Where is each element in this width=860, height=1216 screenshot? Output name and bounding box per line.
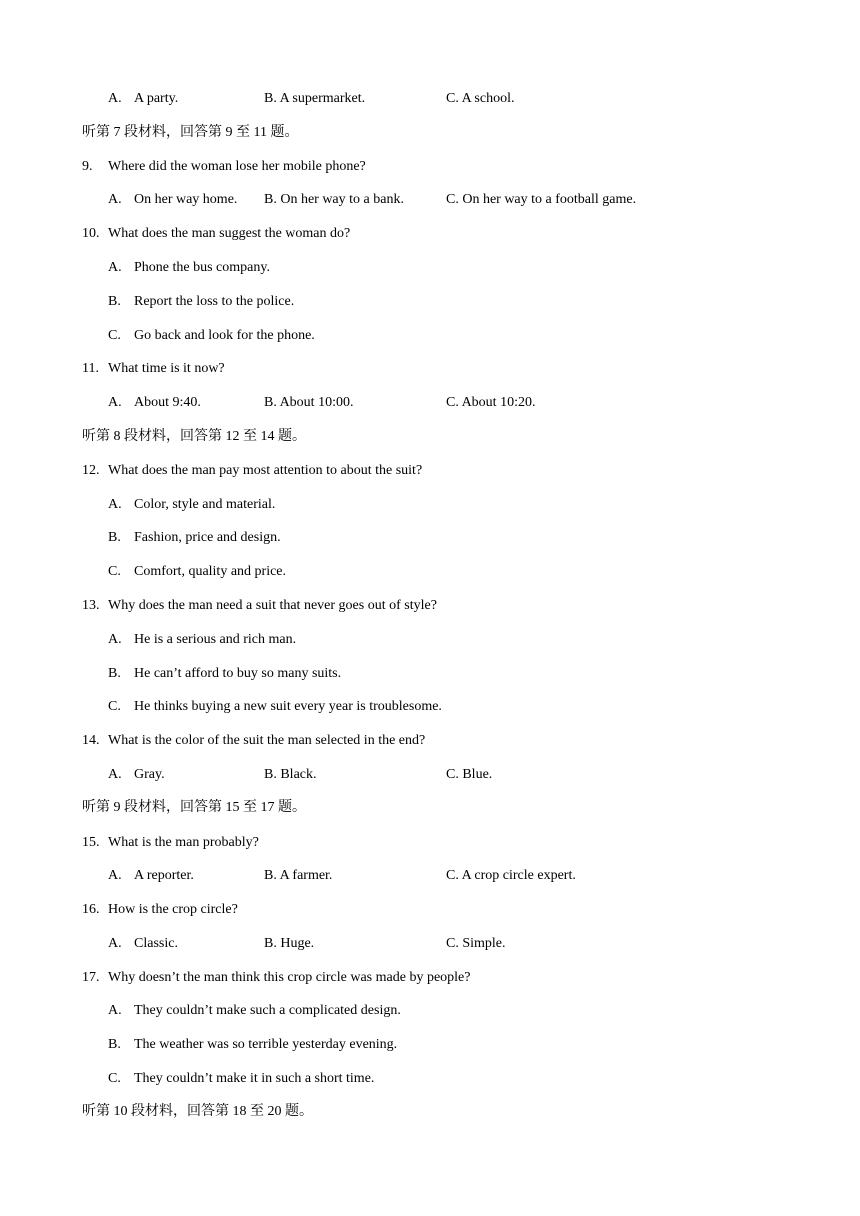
question-9 [0, 157, 860, 177]
section-heading: 听第 9 段材料，回答第 15 至 17 题。 [82, 800, 306, 815]
section-heading: 听第 8 段材料，回答第 12 至 14 题。 [82, 429, 306, 444]
option-c: C. A crop circle expert. [446, 868, 576, 883]
option-text: Color, style and material. [134, 497, 276, 512]
option-letter: A. [108, 395, 122, 410]
option-row [0, 1001, 860, 1021]
question-text: Where did the woman lose her mobile phone? [108, 159, 366, 174]
question-text: What does the man suggest the woman do? [108, 226, 351, 241]
question-text: How is the crop circle? [108, 902, 238, 917]
question-number: 13. [82, 598, 100, 613]
option-c: C. A school. [446, 91, 515, 106]
option-row [0, 528, 860, 548]
question-17 [0, 968, 860, 988]
option-letter: A. [108, 260, 122, 275]
option-letter: A. [108, 936, 122, 951]
option-letter: B. [108, 666, 121, 681]
option-row [0, 495, 860, 515]
option-a: About 9:40. [134, 395, 201, 410]
question-text: What is the man probably? [108, 835, 259, 850]
option-c: C. About 10:20. [446, 395, 536, 410]
option-a: On her way home. [134, 192, 238, 207]
question-number: 10. [82, 226, 100, 241]
option-letter: C. [108, 564, 121, 579]
question-number: 14. [82, 733, 100, 748]
option-a: Gray. [134, 767, 165, 782]
option-row [0, 697, 860, 717]
option-text: Phone the bus company. [134, 260, 270, 275]
question-15 [0, 833, 860, 853]
option-b: B. Black. [264, 767, 317, 782]
question-number: 16. [82, 902, 100, 917]
option-a: Classic. [134, 936, 178, 951]
option-letter: A. [108, 1003, 122, 1018]
option-b: B. On her way to a bank. [264, 192, 404, 207]
section-heading: 听第 10 段材料，回答第 18 至 20 题。 [82, 1104, 313, 1119]
option-row [0, 1069, 860, 1089]
question-text: What time is it now? [108, 361, 225, 376]
option-row [0, 866, 860, 886]
option-a: A party. [134, 91, 179, 106]
option-row [0, 664, 860, 684]
option-text: He can’t afford to buy so many suits. [134, 666, 342, 681]
question-text: Why does the man need a suit that never goes out of style? [108, 598, 437, 613]
question-number: 11. [82, 361, 99, 376]
question-13 [0, 596, 860, 616]
question-number: 17. [82, 970, 100, 985]
option-row [0, 934, 860, 954]
section-heading: 听第 7 段材料，回答第 9 至 11 题。 [82, 125, 299, 140]
option-letter: C. [108, 1071, 121, 1086]
question-10 [0, 224, 860, 244]
option-row [0, 190, 860, 210]
option-c: C. Blue. [446, 767, 493, 782]
question-text: Why doesn’t the man think this crop circle was made by people? [108, 970, 471, 985]
option-row [0, 393, 860, 413]
option-a: A reporter. [134, 868, 194, 883]
option-letter: A. [108, 192, 122, 207]
question-number: 15. [82, 835, 100, 850]
question-14 [0, 731, 860, 751]
option-row [0, 1035, 860, 1055]
option-row [0, 562, 860, 582]
option-text: He is a serious and rich man. [134, 632, 297, 647]
option-letter: B. [108, 294, 121, 309]
option-text: He thinks buying a new suit every year is troublesome. [134, 699, 442, 714]
question-text: What is the color of the suit the man selected in the end? [108, 733, 426, 748]
option-b: B. A farmer. [264, 868, 333, 883]
option-letter: A. [108, 497, 122, 512]
option-row [0, 258, 860, 278]
option-letter: B. [108, 530, 121, 545]
option-text: The weather was so terrible yesterday evening. [134, 1037, 398, 1052]
option-text: Fashion, price and design. [134, 530, 281, 545]
option-letter: A. [108, 868, 122, 883]
option-letter: A. [108, 632, 122, 647]
option-letter: B. [108, 1037, 121, 1052]
option-text: They couldn’t make such a complicated design. [134, 1003, 401, 1018]
question-text: What does the man pay most attention to about the suit? [108, 463, 423, 478]
option-letter: A. [108, 91, 122, 106]
option-b: B. About 10:00. [264, 395, 354, 410]
option-text: They couldn’t make it in such a short time. [134, 1071, 375, 1086]
option-row [0, 326, 860, 346]
option-row [0, 89, 860, 109]
option-row [0, 630, 860, 650]
question-16 [0, 900, 860, 920]
option-letter: A. [108, 767, 122, 782]
option-b: B. A supermarket. [264, 91, 366, 106]
question-number: 12. [82, 463, 100, 478]
option-letter: C. [108, 328, 121, 343]
option-text: Report the loss to the police. [134, 294, 295, 309]
option-row [0, 292, 860, 312]
option-b: B. Huge. [264, 936, 315, 951]
option-text: Go back and look for the phone. [134, 328, 315, 343]
question-12 [0, 461, 860, 481]
option-c: C. Simple. [446, 936, 506, 951]
option-text: Comfort, quality and price. [134, 564, 287, 579]
option-c: C. On her way to a football game. [446, 192, 637, 207]
option-letter: C. [108, 699, 121, 714]
option-row [0, 765, 860, 785]
question-11 [0, 359, 860, 379]
question-number: 9. [82, 159, 93, 174]
